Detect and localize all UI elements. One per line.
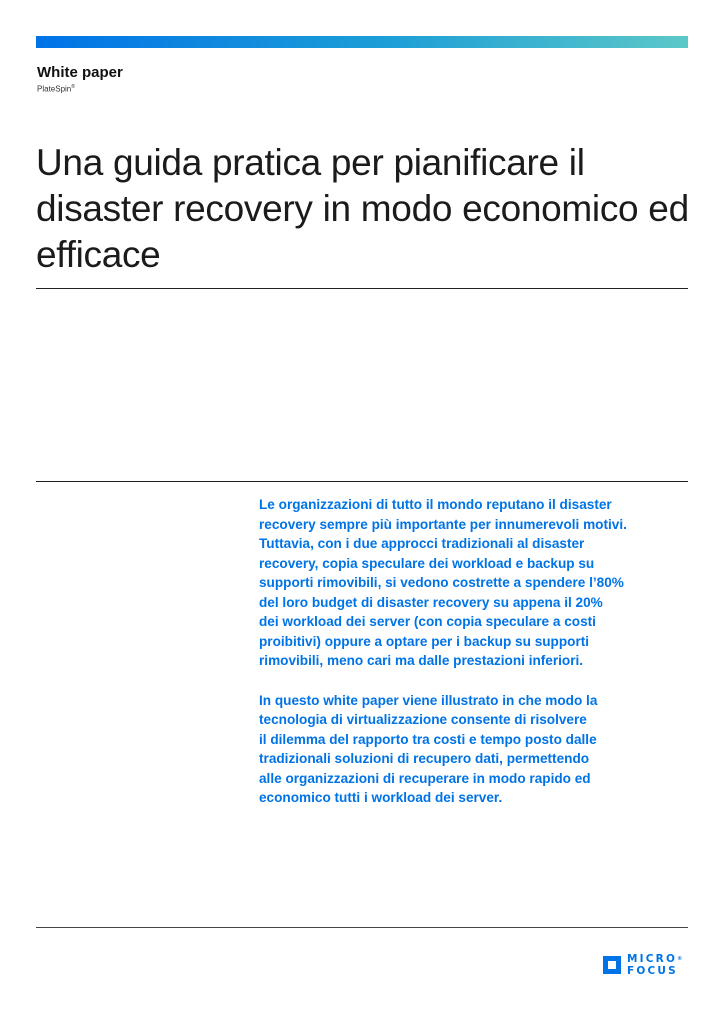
logo-line-2: FOCUS (627, 965, 678, 977)
micro-focus-logo-text (627, 953, 682, 977)
registered-mark: ® (71, 84, 75, 90)
document-type-label: White paper (37, 64, 123, 81)
title-divider (36, 288, 688, 289)
abstract-paragraph-1: Le organizzazioni di tutto il mondo reputano il disaster recovery sempre più importante per innumerevoli motivi. Tuttavia, con i due approcci tradizionali al disaster recovery, copia speculare dei workload e backup su supporti rimovibili, si vedono costrette a spendere l’80% del loro budget di disaster recovery su appena il 20% dei workload dei server (con copia speculare a costi proibitivi) oppure a optare per i backup su supporti rimovibili, meno cari ma dalle prestazioni inferiori. (259, 497, 627, 668)
footer-divider (36, 927, 688, 928)
micro-focus-logo (602, 953, 690, 979)
abstract (259, 495, 699, 828)
logo-registered-mark: ® (677, 956, 683, 962)
product-name-text: PlateSpin (37, 84, 72, 94)
header-gradient-bar (36, 36, 688, 48)
logo-line-1: MICRO (627, 953, 678, 965)
micro-focus-logo-icon (602, 955, 622, 975)
page-title: Una guida pratica per pianificare il disaster recovery in modo economico ed efficace (36, 142, 689, 275)
product-name (37, 84, 75, 94)
abstract-paragraph-2: In questo white paper viene illustrato in che modo la tecnologia di virtualizzazione consente di risolvere il dilemma del rapporto tra costi e tempo posto dalle tradizionali soluzioni di recupero dati, permettendo alle organizzazioni di recuperare in modo rapido ed economico tutti i workload dei server. (259, 692, 598, 805)
section-divider (36, 481, 688, 482)
